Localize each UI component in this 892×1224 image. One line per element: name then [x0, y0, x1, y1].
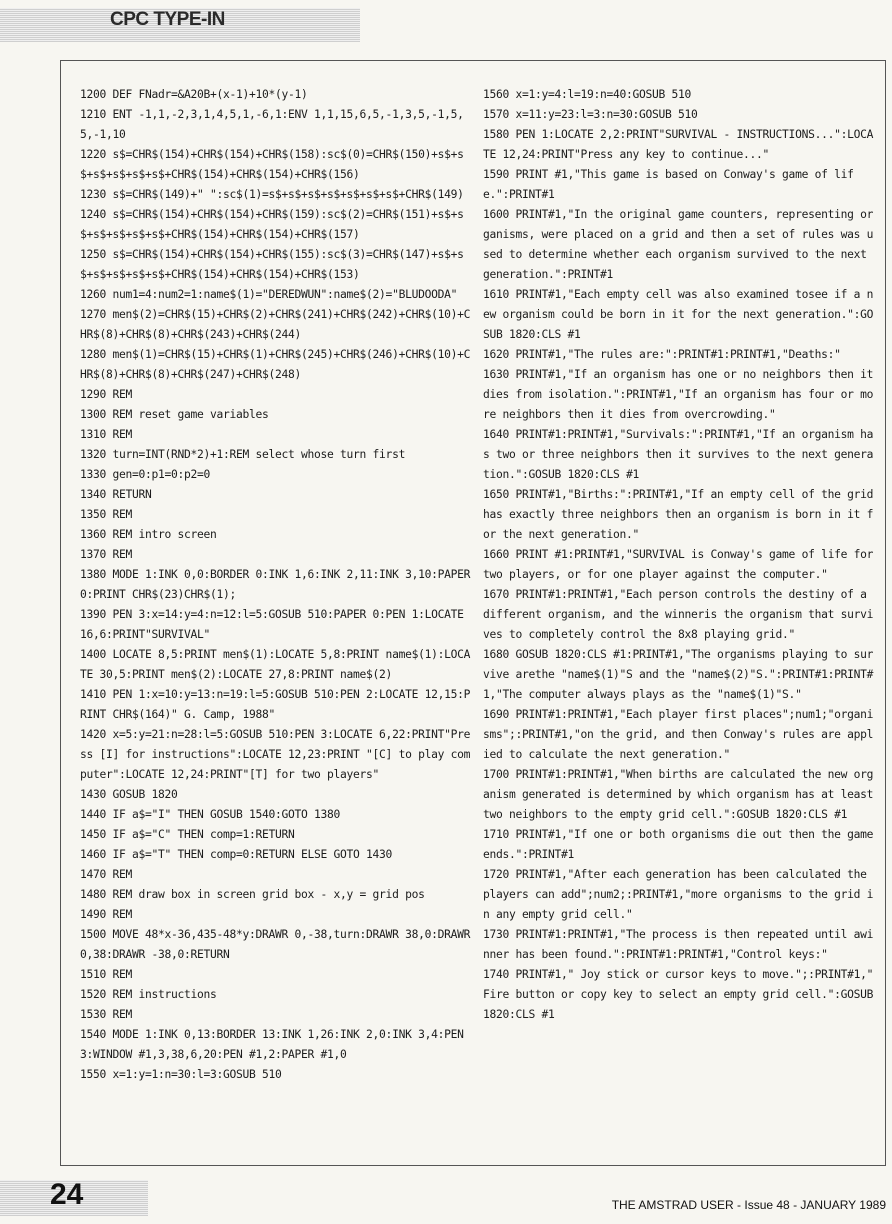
code-line: 1520 REM instructions	[80, 988, 217, 1001]
code-line: 1490 REM	[80, 908, 133, 921]
code-line: 1440 IF a$="I" THEN GOSUB 1540:GOTO 1380	[80, 808, 341, 821]
code-line: 1210 ENT -1,1,-2,3,1,4,5,1,-6,1:ENV 1,1,15,6,5,-1,3,5,-1,5,5,-1,10	[80, 108, 464, 141]
code-line: 1470 REM	[80, 868, 133, 881]
code-line: 1420 x=5:y=21:n=28:l=5:GOSUB 510:PEN 3:LOCATE 6,22:PRINT"Press [I] for instructions":LOCATE 12,23:PRINT "[C] to play computer":LOCATE 12,24:PRINT"[T] for two players"	[80, 728, 471, 781]
code-line: 1540 MODE 1:INK 0,13:BORDER 13:INK 1,26:INK 2,0:INK 3,4:PEN 3:WINDOW #1,3,38,6,20:PEN #1,2:PAPER #1,0	[80, 1028, 464, 1061]
code-line: 1200 DEF FNadr=&A20B+(x-1)+10*(y-1)	[80, 88, 308, 101]
code-line: 1560 x=1:y=4:l=19:n=40:GOSUB 510	[483, 88, 692, 101]
code-line: 1360 REM intro screen	[80, 528, 217, 541]
code-line: 1300 REM reset game variables	[80, 408, 269, 421]
code-line: 1220 s$=CHR$(154)+CHR$(154)+CHR$(158):sc$(0)=CHR$(150)+s$+s$+s$+s$+s$+s$+CHR$(154)+CHR$(154)+CHR$(156)	[80, 148, 464, 181]
code-line: 1380 MODE 1:INK 0,0:BORDER 0:INK 1,6:INK 2,11:INK 3,10:PAPER 0:PRINT CHR$(23)CHR$(1);	[80, 568, 471, 601]
code-line: 1410 PEN 1:x=10:y=13:n=19:l=5:GOSUB 510:PEN 2:LOCATE 12,15:PRINT CHR$(164)" G. Camp, 1988"	[80, 688, 471, 721]
code-line: 1660 PRINT #1:PRINT#1,"SURVIVAL is Conway's game of life for two players, or for one player against the computer."	[483, 548, 874, 581]
code-line: 1530 REM	[80, 1008, 133, 1021]
code-line: 1710 PRINT#1,"If one or both organisms die out then the game ends.":PRINT#1	[483, 828, 874, 861]
code-line: 1240 s$=CHR$(154)+CHR$(154)+CHR$(159):sc$(2)=CHR$(151)+s$+s$+s$+s$+s$+s$+CHR$(154)+CHR$(154)+CHR$(157)	[80, 208, 464, 241]
code-line: 1700 PRINT#1:PRINT#1,"When births are calculated the new organism generated is determined by which organism has at least two neighbors to the empty grid cell.":GOSUB 1820:CLS #1	[483, 768, 874, 821]
code-line: 1460 IF a$="T" THEN comp=0:RETURN ELSE GOTO 1430	[80, 848, 393, 861]
page-number: 24	[50, 1178, 84, 1211]
code-line: 1730 PRINT#1:PRINT#1,"The process is then repeated until awinner has been found.":PRINT#1:PRINT#1,"Control keys:"	[483, 928, 874, 961]
code-line: 1640 PRINT#1:PRINT#1,"Survivals:":PRINT#1,"If an organism has two or three neighbors then it survives to the next generation.":GOSUB 1820:CLS #1	[483, 428, 874, 481]
code-line: 1740 PRINT#1," Joy stick or cursor keys to move.";:PRINT#1," Fire button or copy key to select an empty grid cell.":GOSUB 1820:CLS #1	[483, 968, 874, 1021]
code-line: 1680 GOSUB 1820:CLS #1:PRINT#1,"The organisms playing to survive arethe "name$(1)"S and the "name$(2)"S.":PRINT#1:PRINT#1,"The computer always plays as the "name$(1)"S."	[483, 648, 874, 701]
code-line: 1570 x=11:y=23:l=3:n=30:GOSUB 510	[483, 108, 698, 121]
code-line: 1290 REM	[80, 388, 133, 401]
code-line: 1390 PEN 3:x=14:y=4:n=12:l=5:GOSUB 510:PAPER 0:PEN 1:LOCATE 16,6:PRINT"SURVIVAL"	[80, 608, 464, 641]
code-line: 1480 REM draw box in screen grid box - x,y = grid pos	[80, 888, 425, 901]
code-line: 1320 turn=INT(RND*2)+1:REM select whose turn first	[80, 448, 406, 461]
code-line: 1340 RETURN	[80, 488, 152, 501]
code-line: 1260 num1=4:num2=1:name$(1)="DEREDWUN":name$(2)="BLUDOODA"	[80, 288, 458, 301]
listing-column-left	[80, 85, 472, 1085]
code-line: 1450 IF a$="C" THEN comp=1:RETURN	[80, 828, 295, 841]
code-line: 1400 LOCATE 8,5:PRINT men$(1):LOCATE 5,8:PRINT name$(1):LOCATE 30,5:PRINT men$(2):LOCATE 27,8:PRINT name$(2)	[80, 648, 471, 681]
code-line: 1600 PRINT#1,"In the original game counters, representing organisms, were placed on a grid and then a set of rules was used to determine whether each organism survived to the next generation.":PRINT#1	[483, 208, 874, 281]
code-line: 1500 MOVE 48*x-36,435-48*y:DRAWR 0,-38,turn:DRAWR 38,0:DRAWR 0,38:DRAWR -38,0:RETURN	[80, 928, 471, 961]
code-line: 1250 s$=CHR$(154)+CHR$(154)+CHR$(155):sc$(3)=CHR$(147)+s$+s$+s$+s$+s$+s$+CHR$(154)+CHR$(154)+CHR$(153)	[80, 248, 464, 281]
code-line: 1690 PRINT#1:PRINT#1,"Each player first places";num1;"organisms";:PRINT#1,"on the grid, and then Conway's rules are applied to calculate the next generation."	[483, 708, 874, 761]
code-line: 1330 gen=0:p1=0:p2=0	[80, 468, 211, 481]
code-line: 1630 PRINT#1,"If an organism has one or no neighbors then it dies from isolation.":PRINT#1,"If an organism has four or more neighbors then it dies from overcrowding."	[483, 368, 874, 421]
code-line: 1510 REM	[80, 968, 133, 981]
code-line: 1610 PRINT#1,"Each empty cell was also examined tosee if a new organism could be born in it for the next generation.":GOSUB 1820:CLS #1	[483, 288, 874, 341]
code-line: 1350 REM	[80, 508, 133, 521]
code-line: 1620 PRINT#1,"The rules are:":PRINT#1:PRINT#1,"Deaths:"	[483, 348, 841, 361]
code-line: 1310 REM	[80, 428, 133, 441]
code-line: 1650 PRINT#1,"Births:":PRINT#1,"If an empty cell of the grid has exactly three neighbors then an organism is born in it for the next generation."	[483, 488, 874, 541]
code-line: 1550 x=1:y=1:n=30:l=3:GOSUB 510	[80, 1068, 282, 1081]
section-title: CPC TYPE-IN	[110, 9, 225, 30]
code-line: 1670 PRINT#1:PRINT#1,"Each person controls the destiny of a different organism, and the winneris the organism that survives to completely control the 8x8 playing grid."	[483, 588, 874, 641]
publication-footer: THE AMSTRAD USER - Issue 48 - JANUARY 1989	[611, 1198, 886, 1212]
code-line: 1270 men$(2)=CHR$(15)+CHR$(2)+CHR$(241)+CHR$(242)+CHR$(10)+CHR$(8)+CHR$(8)+CHR$(243)+CHR$(244)	[80, 308, 471, 341]
code-line: 1230 s$=CHR$(149)+" ":sc$(1)=s$+s$+s$+s$+s$+s$+s$+CHR$(149)	[80, 188, 464, 201]
code-line: 1280 men$(1)=CHR$(15)+CHR$(1)+CHR$(245)+CHR$(246)+CHR$(10)+CHR$(8)+CHR$(8)+CHR$(247)+CHR$(248)	[80, 348, 471, 381]
code-line: 1720 PRINT#1,"After each generation has been calculated the players can add";num2;:PRINT#1,"more organisms to the grid in any empty grid cell."	[483, 868, 874, 921]
code-line: 1580 PEN 1:LOCATE 2,2:PRINT"SURVIVAL - INSTRUCTIONS...":LOCATE 12,24:PRINT"Press any key to continue..."	[483, 128, 874, 161]
listing-column-right	[483, 85, 875, 1025]
code-line: 1590 PRINT #1,"This game is based on Conway's game of life.":PRINT#1	[483, 168, 854, 201]
code-line: 1370 REM	[80, 548, 133, 561]
code-line: 1430 GOSUB 1820	[80, 788, 178, 801]
